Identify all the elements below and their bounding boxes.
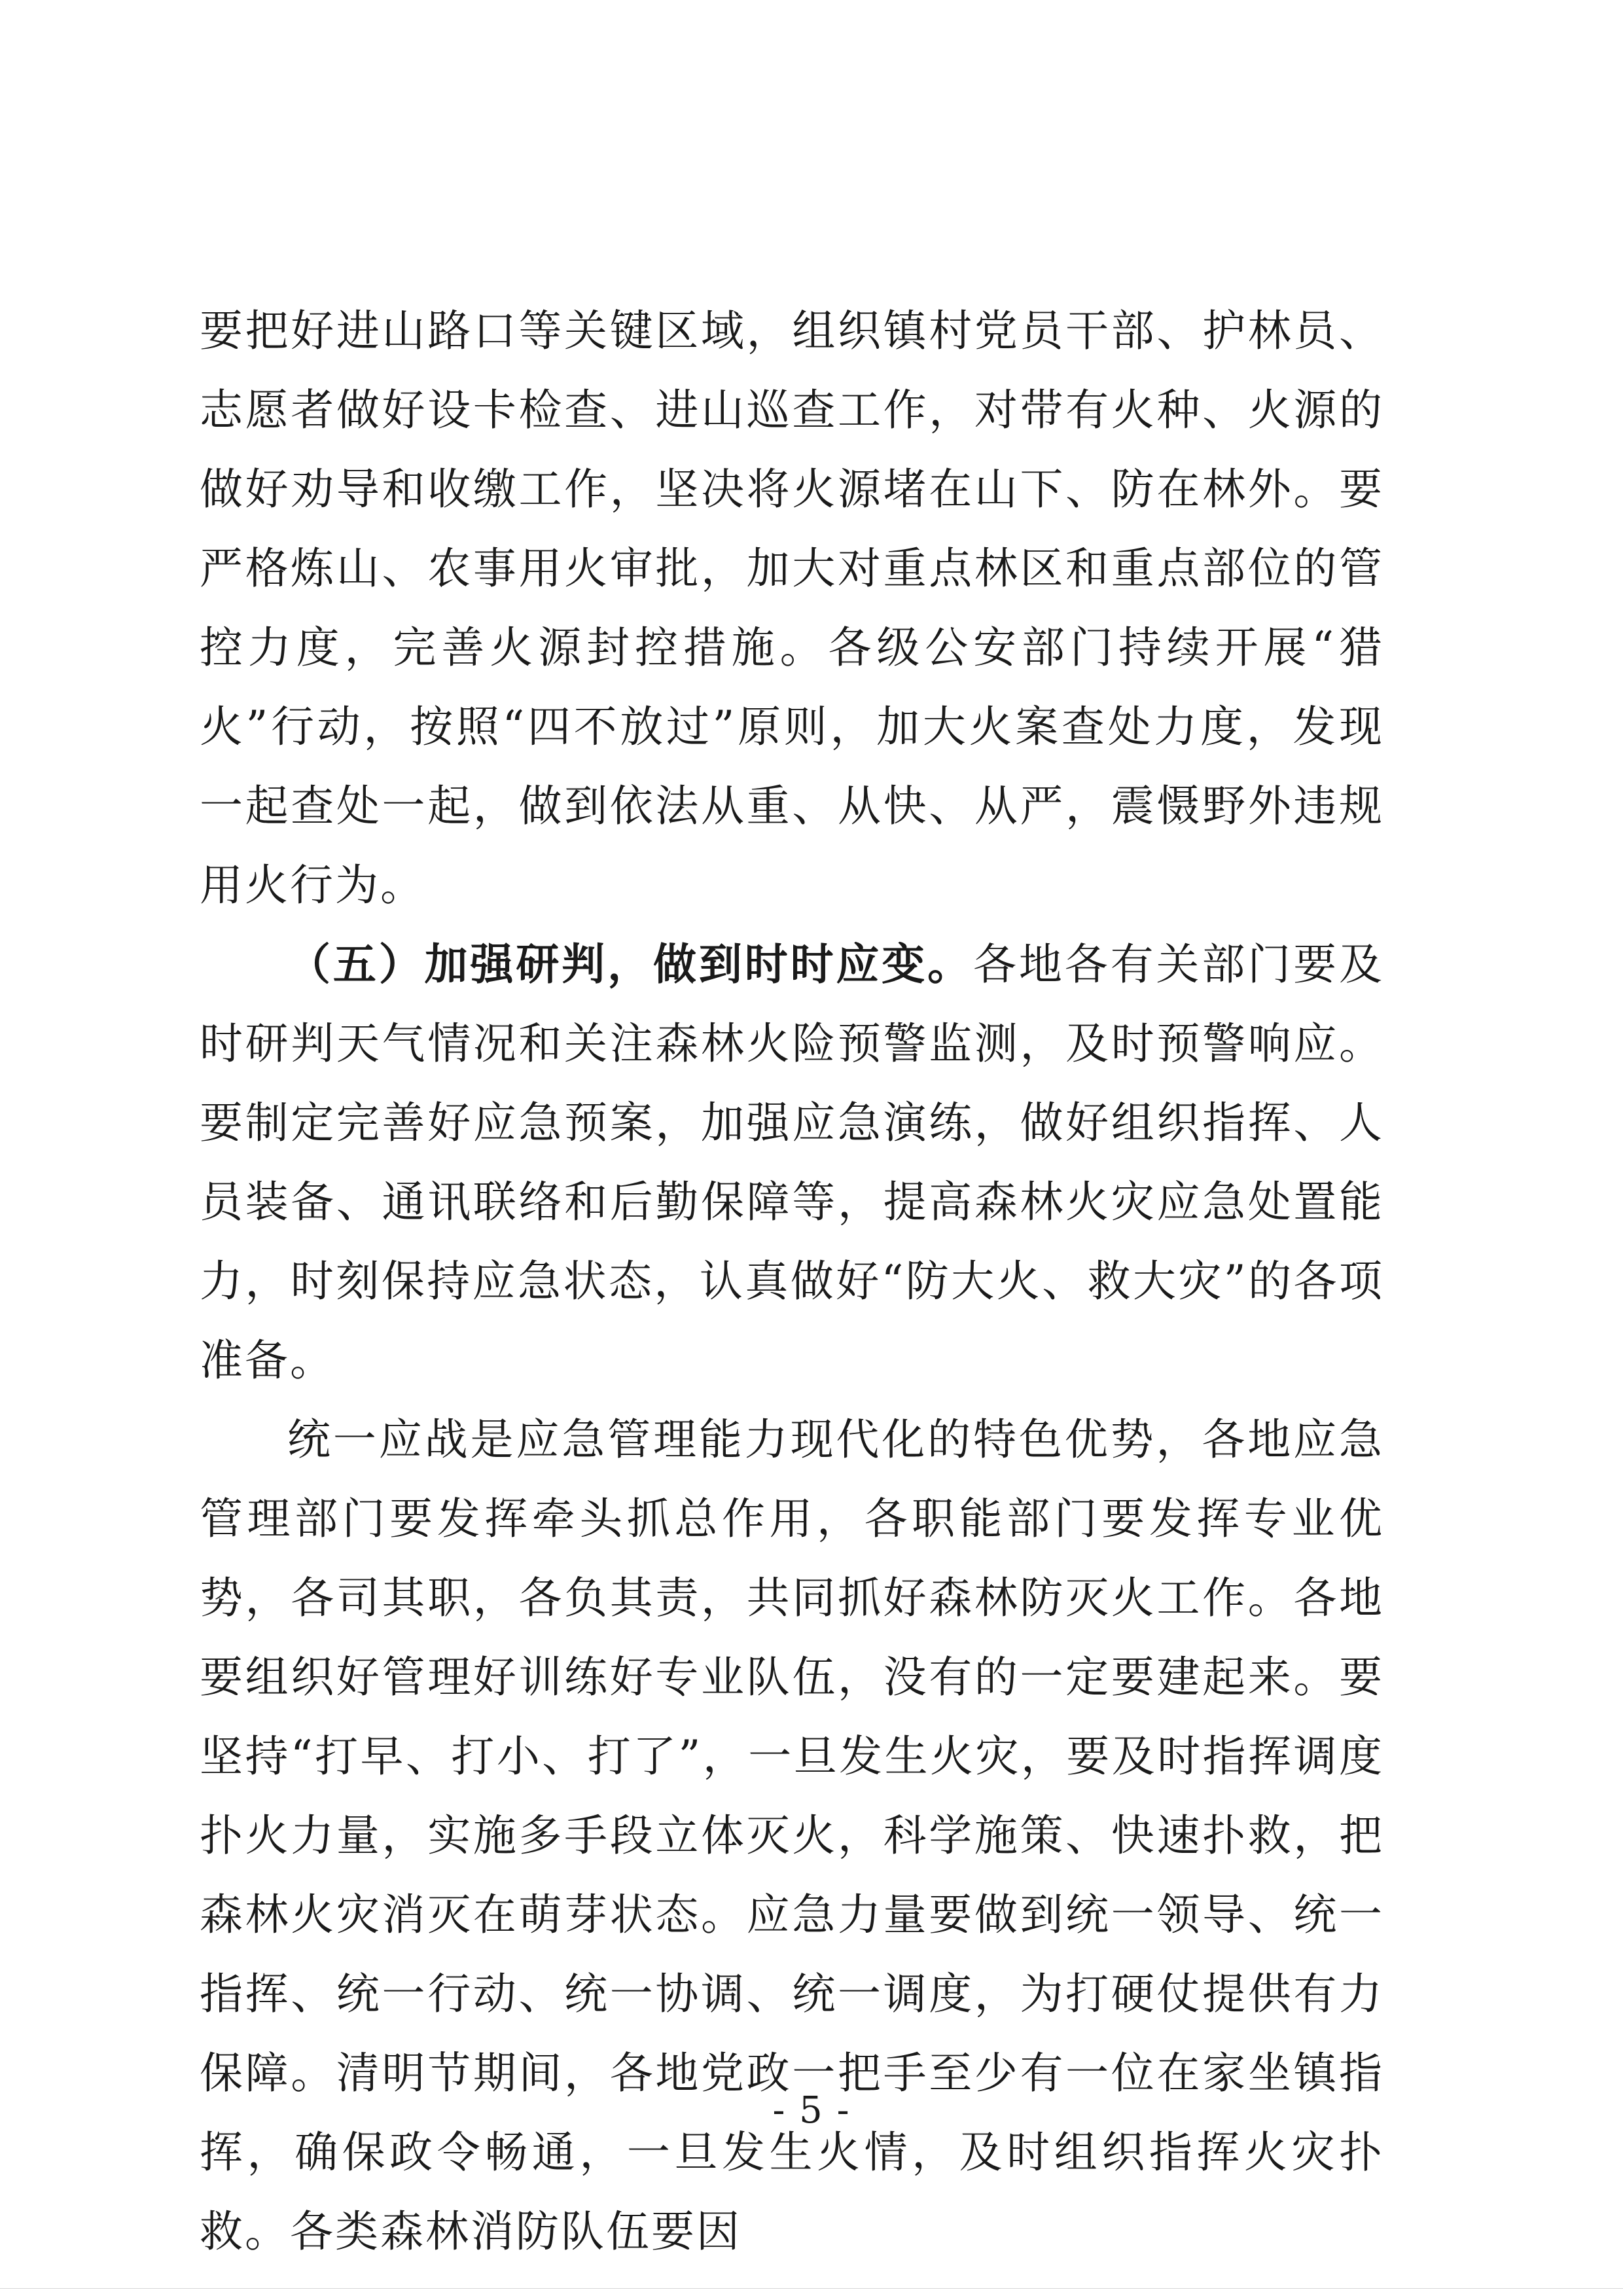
paragraph-item-five	[200, 925, 1384, 1400]
item-five-lead: （五）加强研判，做到时时应变。	[287, 939, 974, 990]
body-text	[200, 291, 1384, 2271]
paragraph-section-three: 统一应战是应急管理能力现代化的特色优势，各地应急管理部门要发挥牵头抓总作用，各职能部门要发挥专业优势，各司其职，各负其责，共同抓好森林防灭火工作。各地要组织好管理好训练好专业队伍，没有的一定要建起来。要坚持“打早、打小、打了”，一旦发生火灾，要及时指挥调度扑火力量，实施多手段立体灭火，科学施策、快速扑救，把森林火灾消灭在萌芽状态。应急力量要做到统一领导、统一指挥、统一行动、统一协调、统一调度，为打硬仗提供有力保障。清明节期间，各地党政一把手至少有一位在家坐镇指挥，确保政令畅通，一旦发生火情，及时组织指挥火灾扑救。各类森林消防队伍要因	[200, 1414, 1384, 2257]
paragraph-continued: 要把好进山路口等关键区域，组织镇村党员干部、护林员、志愿者做好设卡检查、进山巡查工作，对带有火种、火源的做好劝导和收缴工作，坚决将火源堵在山下、防在林外。要严格炼山、农事用火审批，加大对重点林区和重点部位的管控力度，完善火源封控措施。各级公安部门持续开展“猎火”行动，按照“四不放过”原则，加大火案查处力度，发现一起查处一起，做到依法从重、从快、从严，震慑野外违规用火行为。	[200, 306, 1384, 910]
page-number: - 5 -	[772, 2089, 851, 2132]
scan-edge-line	[0, 2288, 1623, 2289]
item-five-text: 各地各有关部门要及时研判天气情况和关注森林火险预警监测，及时预警响应。要制定完善好应急预案，加强应急演练，做好组织指挥、人员装备、通讯联络和后勤保障等，提高森林火灾应急处置能力，时刻保持应急状态，认真做好“防大火、救大灾”的各项准备。	[200, 939, 1385, 1386]
